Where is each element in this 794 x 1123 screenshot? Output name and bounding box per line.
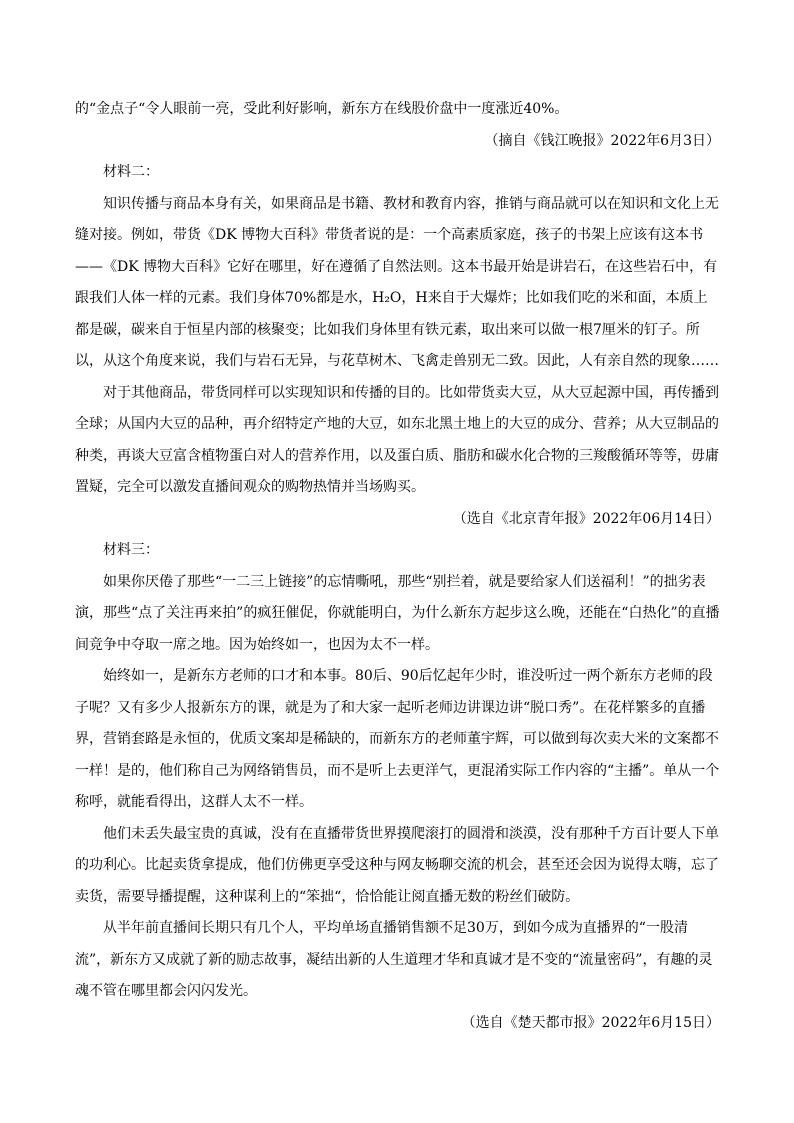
source-citation-1: （摘自《钱江晚报》2022年6月3日） xyxy=(484,132,720,149)
material-2-paragraph: 知识传播与商品本身有关，如果商品是书籍、教材和教育内容，推销与商品就可以在知识和文化上无缝对接。例如，带货《DK 博物大百科》带货者说的是：一个高素质家庭，孩子的书架上应该有这本书——《DK 博物大百科》它好在哪里，好在遵循了自然法则。这本书最开始是讲岩石，在这些岩石中，有跟我们人体一样的元素。我们身体70%都是水，H₂O，H来自于大爆炸；比如我们吃的米和面，本质上都是碳，碳来自于恒星内部的核聚变；比如我们身体里有铁元素，取出来可以做一根7厘米的钉子。所以，从这个角度来说，我们与岩石无异，与花草树木、飞禽走兽别无二致。因此，人有亲自然的现象…… xyxy=(75,195,719,369)
material-3-heading: 材料三： xyxy=(103,542,159,558)
source-citation-3: （选自《楚天都市报》2022年6月15日） xyxy=(461,1014,720,1031)
document-body xyxy=(75,94,720,1039)
material-3-paragraph: 他们未丢失最宝贵的真诚，没有在直播带货世界摸爬滚打的圆滑和淡漠，没有那种千方百计要人下单的功利心。比起卖货拿提成，他们仿佛更享受这种与网友畅聊交流的机会，甚至还会因为说得太嗨，忘了卖货，需要导播提醒，这种谋利上的“笨拙“，恰恰能让阅直播无数的粉丝们破防。 xyxy=(75,825,719,905)
material-3-paragraph: 始终如一，是新东方老师的口才和本事。80后、90后忆起年少时，谁没听过一两个新东方老师的段子呢？又有多少人报新东方的课，就是为了和大家一起听老师边讲课边讲“脱口秀”。在花样繁多的直播界，营销套路是永恒的，优质文案却是稀缺的，而新东方的老师董宇辉，可以做到每次卖大米的文案都不一样！是的，他们称自己为网络销售员，而不是听上去更洋气，更混淆实际工作内容的“主播”。单从一个称呼，就能看得出，这群人太不一样。 xyxy=(75,668,720,810)
source-citation-2: （选自《北京青年报》2022年06月14日） xyxy=(452,510,720,527)
material-3-paragraph: 从半年前直播间长期只有几个人，平均单场直播销售额不足30万，到如今成为直播界的“一股清流”，新东方又成就了新的励志故事，凝结出新的人生道理才华和真诚才是不变的“流量密码”，有趣的灵魂不管在哪里都会闪闪发光。 xyxy=(75,920,713,999)
intro-tail-paragraph: 的“金点子“令人眼前一亮，受此利好影响，新东方在线股价盘中一度涨近40%。 xyxy=(75,101,569,117)
material-3-paragraph: 如果你厌倦了那些“一二三上链接”的忘情嘶吼，那些“别拦着，就是要给家人们送福利！”的拙劣表演，那些“点了关注再来拍”的疯狂催促，你就能明白，为什么新东方起步这么晚，还能在“白热化”的直播间竞争中夺取一席之地。因为始终如一，也因为太不一样。 xyxy=(75,573,720,653)
material-2-paragraph: 对于其他商品，带货同样可以实现知识和传播的目的。比如带货卖大豆，从大豆起源中国，再传播到全球；从国内大豆的品种，再介绍特定产地的大豆，如东北黑土地上的大豆的成分、营养；从大豆制品的种类，再谈大豆富含植物蛋白对人的营养作用，以及蛋白质、脂肪和碳水化合物的三羧酸循环等等，毋庸置疑，完全可以激发直播间观众的购物热情并当场购买。 xyxy=(75,384,719,495)
material-2-heading: 材料二： xyxy=(103,164,159,180)
